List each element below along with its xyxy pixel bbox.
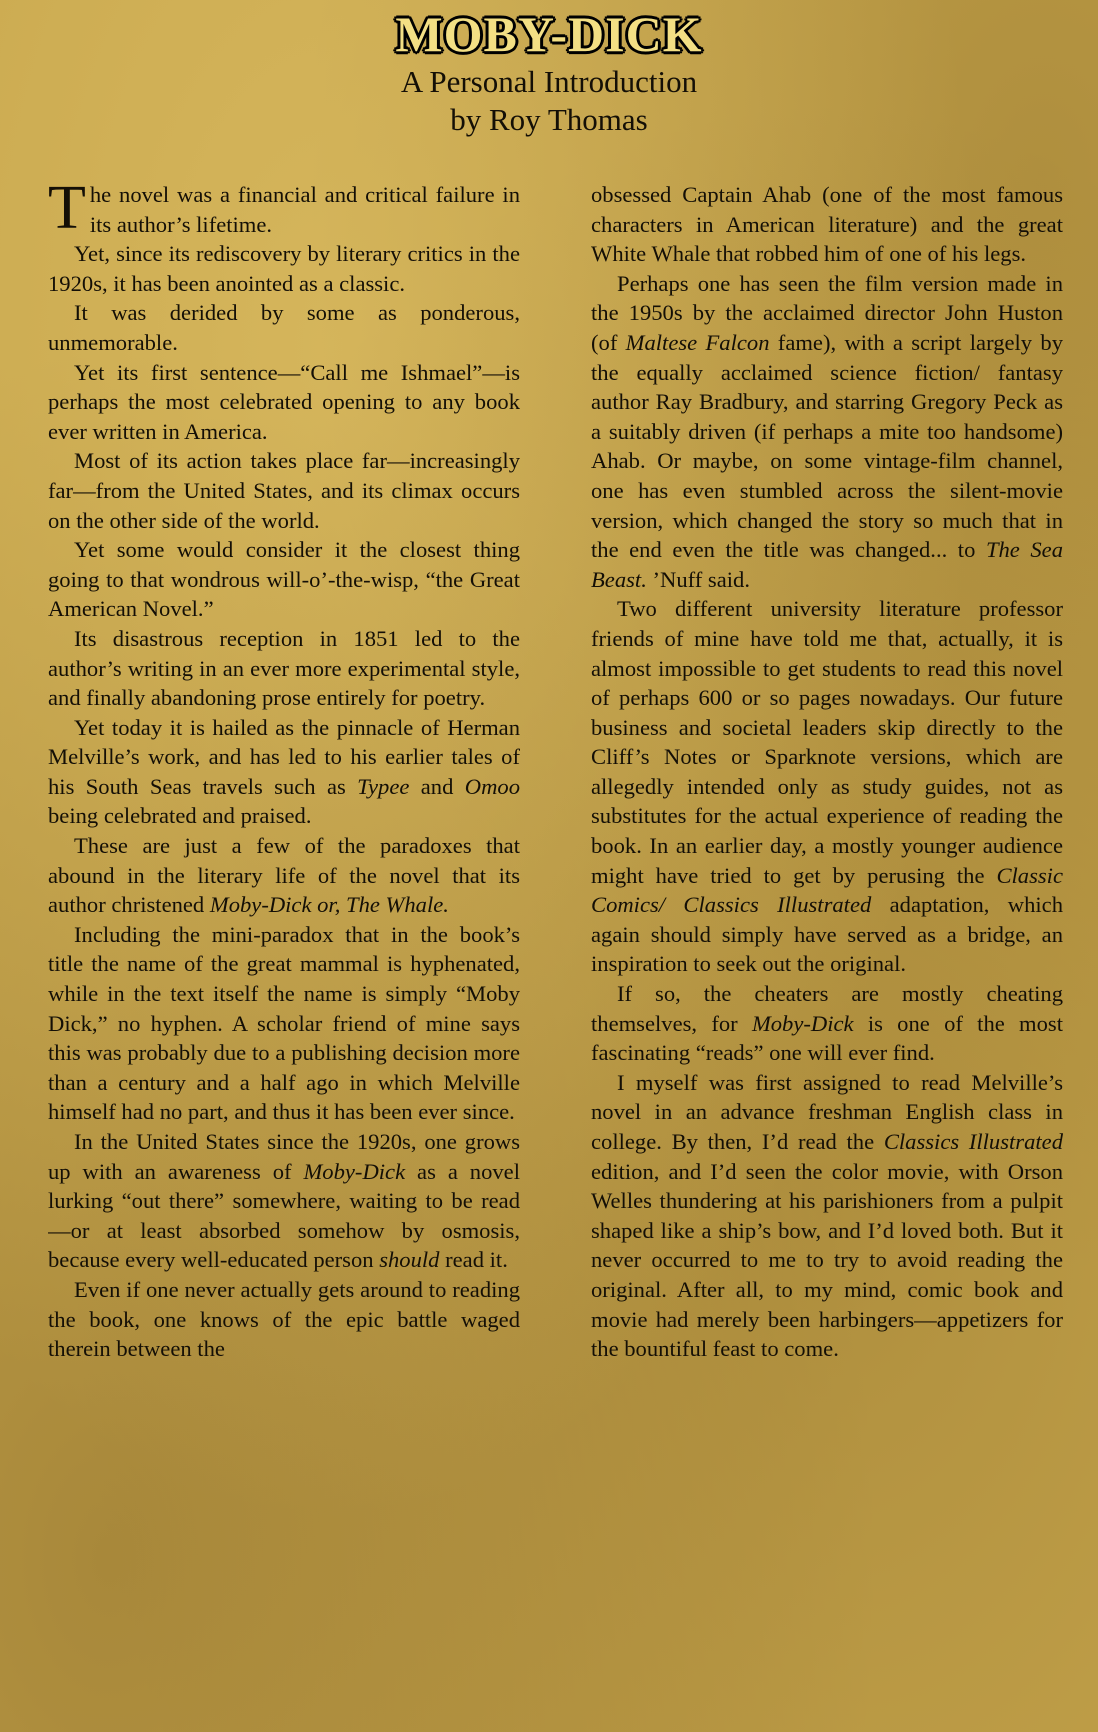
film-title: Maltese Falcon bbox=[625, 329, 770, 355]
paragraph: Yet its first sentence—“Call me Ishmael”—is perhaps the most celebrated opening to any book ever written in America. bbox=[48, 359, 520, 444]
paragraph: The novel was a financial and critical failure in its author’s lifetime. bbox=[48, 180, 520, 242]
book-title: Moby-Dick bbox=[303, 1158, 406, 1184]
article-byline: by Roy Thomas bbox=[450, 102, 648, 137]
book-title: Moby-Dick bbox=[751, 1010, 854, 1036]
book-title: Moby-Dick or, The Whale. bbox=[209, 892, 449, 918]
book-title: Typee bbox=[357, 773, 410, 799]
paragraph: Even if one never actually gets around to reading the book, one knows of the epic battle waged therein between the bbox=[48, 1276, 520, 1362]
paragraph: Yet some would consider it the closest thing going to that wondrous will-o’-the-wisp, “the Great American Novel.” bbox=[48, 537, 520, 622]
drop-cap: T bbox=[48, 180, 86, 242]
paragraph: Two different university literature professor friends of mine have told me that, actually, it is almost impossible to get students to read this novel of perhaps 600 or so pages nowadays. Our future business and societal leaders skip directly to the Cliff’s Notes or Sparknote versions, which are allegedly intended only as study guides, not as substitutes for the actual experience of reading the book. In an earlier day, a mostly younger audience might have tried to get by perusing the Classic Comics/ Classics Illustrated adaptation, which again should simply have served as a bridge, an inspiration to seek out the original. bbox=[591, 596, 1063, 977]
publication-title: Classic Comics/ Classics Illustrated bbox=[591, 862, 1063, 918]
article-title: MOBY-DICK bbox=[395, 6, 703, 62]
paragraph: These are just a few of the paradoxes that abound in the literary life of the novel that its author christened Moby-Dick or, The Whale. bbox=[48, 833, 520, 918]
paragraph: obsessed Captain Ahab (one of the most famous characters in American literature) and the great White Whale that robbed him of one of his legs. bbox=[591, 182, 1063, 267]
paragraph: It was derided by some as ponderous, unmemorable. bbox=[48, 300, 520, 355]
paragraph: Including the mini-paradox that in the book’s title the name of the great mammal is hyphenated, while in the text itself the name is simply “Moby Dick,” no hyphen. A scholar friend of mine says this was probably due to a publishing decision more than a century and a half ago in which Melville himself had no part, and thus it has been ever since. bbox=[48, 921, 520, 1125]
paragraph: I myself was first assigned to read Melville’s novel in an advance freshman English class in college. By then, I’d read the Classics Illustrated edition, and I’d seen the color movie, with Orson Welles thundering at his parishioners from a pulpit shaped like a ship’s bow, and I’d loved both. But it never occurred to me to try to avoid reading the original. After all, to my mind, comic book and movie had merely been harbingers—appetizers for the bountiful feast to come. bbox=[591, 1069, 1063, 1362]
publication-title: Classics Illustrated bbox=[883, 1129, 1063, 1154]
paragraph: Perhaps one has seen the film version made in the 1950s by the acclaimed director John Huston (of Maltese Falcon fame), with a script largely by the equally acclaimed science fiction/ fantasy author Ray Bradbury, and starring Gregory Peck as a suitably driven (if perhaps a mite too handsome) Ahab. Or maybe, on some vintage-film channel, one has even stumbled across the silent-movie version, which changed the story so much that in the end even the title was changed... to The Sea Beast. ’Nuff said. bbox=[591, 270, 1063, 592]
book-title: Omoo bbox=[464, 773, 520, 799]
paragraph: Most of its action takes place far—increasingly far—from the United States, and its climax occurs on the other side of the world. bbox=[48, 448, 520, 533]
paragraph: Its disastrous reception in 1851 led to the author’s writing in an ever more experimental style, and finally abandoning prose entirely for poetry. bbox=[48, 625, 520, 711]
text-column-left bbox=[48, 180, 520, 1710]
paragraph: If so, the cheaters are mostly cheating themselves, for Moby-Dick is one of the most fascinating “reads” one will ever find. bbox=[591, 981, 1063, 1066]
text-column-right bbox=[591, 180, 1063, 1710]
paragraph: Yet, since its rediscovery by literary critics in the 1920s, it has been anointed as a classic. bbox=[48, 241, 520, 296]
paragraph: In the United States since the 1920s, one grows up with an awareness of Moby-Dick as a novel lurking “out there” somewhere, waiting to be read—or at least absorbed somehow by osmosis, because every well-educated person should read it. bbox=[48, 1129, 520, 1273]
emphasis: should bbox=[379, 1247, 440, 1273]
paragraph: Yet today it is hailed as the pinnacle of Herman Melville’s work, and has led to his earlier tales of his South Seas travels such as Typee and Omoo being celebrated and praised. bbox=[48, 714, 520, 829]
film-title: The Sea Beast. bbox=[591, 537, 1063, 592]
article-subtitle: A Personal Introduction bbox=[400, 64, 698, 99]
